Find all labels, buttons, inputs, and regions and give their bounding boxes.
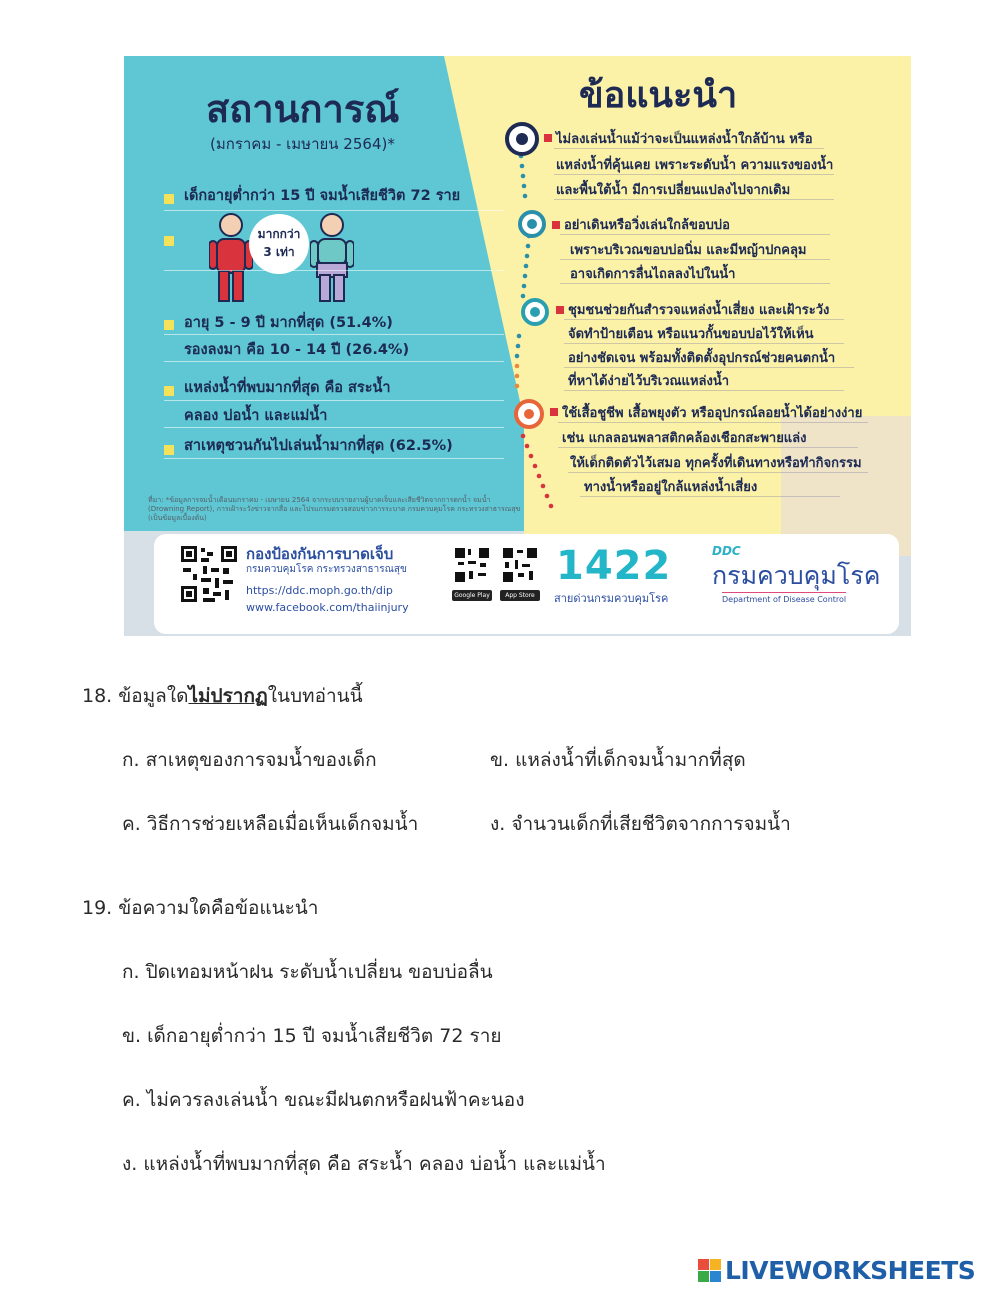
org-name: กองป้องกันการบาดเจ็บ [246,545,394,563]
tip-4-line-4: ทางน้ำหรืออยู่ใกล้แหล่งน้ำเสี่ยง [584,480,758,495]
tip-4-line-2: เช่น แกลลอนพลาสติกคล้องเชือกสะพายแล่ง [562,431,807,446]
tip-bullet-icon [544,134,552,142]
timeline-dots [509,136,559,516]
question-19: 19. ข้อความใดคือข้อแนะนำ [82,897,319,919]
question-19-option-b[interactable]: ข. เด็กอายุต่ำกว่า 15 ปี จมน้ำเสียชีวิต 72 ราย [122,1025,502,1047]
divider [564,390,844,391]
tip-3-line-1: ชุมชนช่วยกันสำรวจแหล่งน้ำเสี่ยง และเฝ้าระวัง [568,303,830,318]
divider [560,283,830,284]
question-18-option-a[interactable]: ก. สาเหตุของการจมน้ำของเด็ก [122,749,377,771]
timeline-marker-4-icon [514,399,544,429]
question-18-suffix: ในบทอ่านนี้ [267,685,363,707]
org-subtitle: กรมควบคุมโรค กระทรวงสาธารณสุข [246,564,407,575]
divider [558,447,858,448]
tip-4-line-1: ใช้เสื้อชูชีพ เสื้อพยุงตัว หรืออุปกรณ์ลอยน้ำได้อย่างง่าย [562,406,863,421]
divider [554,199,834,200]
question-18 [82,681,363,711]
advice-title: ข้อแนะนำ [579,75,738,116]
divider [164,400,504,401]
app-store-badge[interactable]: App Store [500,590,540,601]
tip-1-line-1: ไม่ลงเล่นน้ำแม้ว่าจะเป็นแหล่งน้ำใกล้บ้าน หรือ [556,132,813,147]
stat-water-source-1: แหล่งน้ำที่พบมากที่สุด คือ สระน้ำ [184,380,391,396]
divider [554,174,834,175]
bullet-icon [164,445,174,455]
liveworksheets-wordmark: LIVEWORKSHEETS [725,1256,976,1285]
google-play-badge[interactable]: Google Play [452,590,492,601]
divider [164,270,504,271]
question-18-option-d[interactable]: ง. จำนวนเด็กที่เสียชีวิตจากการจมน้ำ [490,813,791,835]
stat-age-group-1: อายุ 5 - 9 ปี มากที่สุด (51.4%) [184,315,393,331]
source-footnote: ที่มา: *ข้อมูลการจมน้ำเดือนมกราคม - เมษายน 2564 จากระบบรายงานผู้บาดเจ็บและเสียชีวิตจากการตกน้ำ จมน้ำ (Drowning Report), การเฝ้าระวังข่าวจากสื่อ และโปรแกรมตรวจสอบข่าวการระบาด กรมควบคุมโรค กระทรวงสาธารณสุข (เป็นข้อมูลเบื้องต้น) [148,496,521,522]
timeline-marker-2-icon [518,210,546,238]
question-19-option-c[interactable]: ค. ไม่ควรลงเล่นน้ำ ขณะมีฝนตกหรือฝนฟ้าคะนอง [122,1089,525,1111]
divider [554,148,824,149]
stat-cause: สาเหตุชวนกันไปเล่นน้ำมากที่สุด (62.5%) [184,438,453,454]
ddc-logo-english: Department of Disease Control [722,592,846,604]
org-website-link[interactable]: https://ddc.moph.go.th/dip [246,584,393,597]
tip-4-line-3: ให้เด็กติดตัวไว้เสมอ ทุกครั้งที่เดินทางหรือทำกิจกรรม [570,456,862,471]
divider [564,367,854,368]
ddc-logo-abbrev: DDC [712,544,741,558]
tip-2-line-1: อย่าเดินหรือวิ่งเล่นใกล้ขอบบ่อ [564,218,730,233]
tip-bullet-icon [552,221,560,229]
bullet-icon [164,320,174,330]
divider [560,234,830,235]
divider [164,458,504,459]
tip-3-line-4: ที่หาได้ง่ายไว้บริเวณแหล่งน้ำ [568,374,730,389]
divider [560,259,830,260]
stat-water-source-2: คลอง บ่อน้ำ และแม่น้ำ [184,408,328,424]
question-18-option-b[interactable]: ข. แหล่งน้ำที่เด็กจมน้ำมากที่สุด [490,749,746,771]
divider [580,496,840,497]
tip-1-line-2: แหล่งน้ำที่คุ้นเคย เพราะระดับน้ำ ความแรงของน้ำ [556,158,834,173]
liveworksheets-blocks-icon [698,1259,722,1283]
ddc-logo-name: กรมควบคุมโรค [712,561,881,590]
bullet-icon [164,194,174,204]
tip-2-line-2: เพราะบริเวณขอบบ่อนิ่ม และมีหญ้าปกคลุม [570,243,807,258]
org-facebook-link[interactable]: www.facebook.com/thaiinjury [246,601,409,614]
situation-title: สถานการณ์ [206,87,400,131]
boy-icon [209,211,253,303]
infographic [124,56,911,636]
stat-age-group-2: รองลงมา คือ 10 - 14 ปี (26.4%) [184,342,410,358]
tip-3-line-3: อย่างชัดเจน พร้อมทั้งติดตั้งอุปกรณ์ช่วยคนตกน้ำ [568,351,836,366]
question-19-option-d[interactable]: ง. แหล่งน้ำที่พบมากที่สุด คือ สระน้ำ คลอง บ่อน้ำ และแม่น้ำ [122,1153,606,1175]
timeline-marker-1-icon [505,122,539,156]
divider [568,472,868,473]
question-18-option-c[interactable]: ค. วิธีการช่วยเหลือเมื่อเห็นเด็กจมน้ำ [122,813,419,835]
qr-code-icon [179,544,239,604]
question-19-option-a[interactable]: ก. ปิดเทอมหน้าฝน ระดับน้ำเปลี่ยน ขอบบ่อลื่น [122,961,493,983]
tip-bullet-icon [556,306,564,314]
situation-subtitle: (มกราคม - เมษายน 2564)* [210,135,395,153]
qr-code-ios-icon [502,547,538,583]
tip-1-line-3: และพื้นใต้น้ำ มีการเปลี่ยนแปลงไปจากเดิม [556,183,791,198]
tip-bullet-icon [550,408,558,416]
bullet-icon [164,236,174,246]
tip-3-line-2: จัดทำป้ายเตือน หรือแนวกั้นขอบบ่อไว้ให้เห็น [568,327,814,342]
hotline-label: สายด่วนกรมควบคุมโรค [554,592,669,605]
divider [564,343,844,344]
divider [164,361,504,362]
ratio-badge-line2: 3 เท่า [263,245,295,259]
bullet-icon [164,386,174,396]
divider [558,422,868,423]
ratio-badge-line1: มากกว่า [257,227,301,241]
question-18-prefix: 18. ข้อมูลใด [82,685,189,707]
hotline-number: 1422 [556,543,672,589]
ratio-badge [249,214,309,274]
timeline-marker-3-icon [521,298,549,326]
stat-children-deaths: เด็กอายุต่ำกว่า 15 ปี จมน้ำเสียชีวิต 72 ราย [184,188,461,204]
divider [164,334,504,335]
question-18-emphasis: ไม่ปรากฏ [188,685,268,707]
divider [564,319,844,320]
tip-2-line-3: อาจเกิดการลื่นไถลลงไปในน้ำ [570,267,736,282]
girl-icon [310,211,354,303]
divider [164,427,504,428]
qr-code-android-icon [454,547,490,583]
